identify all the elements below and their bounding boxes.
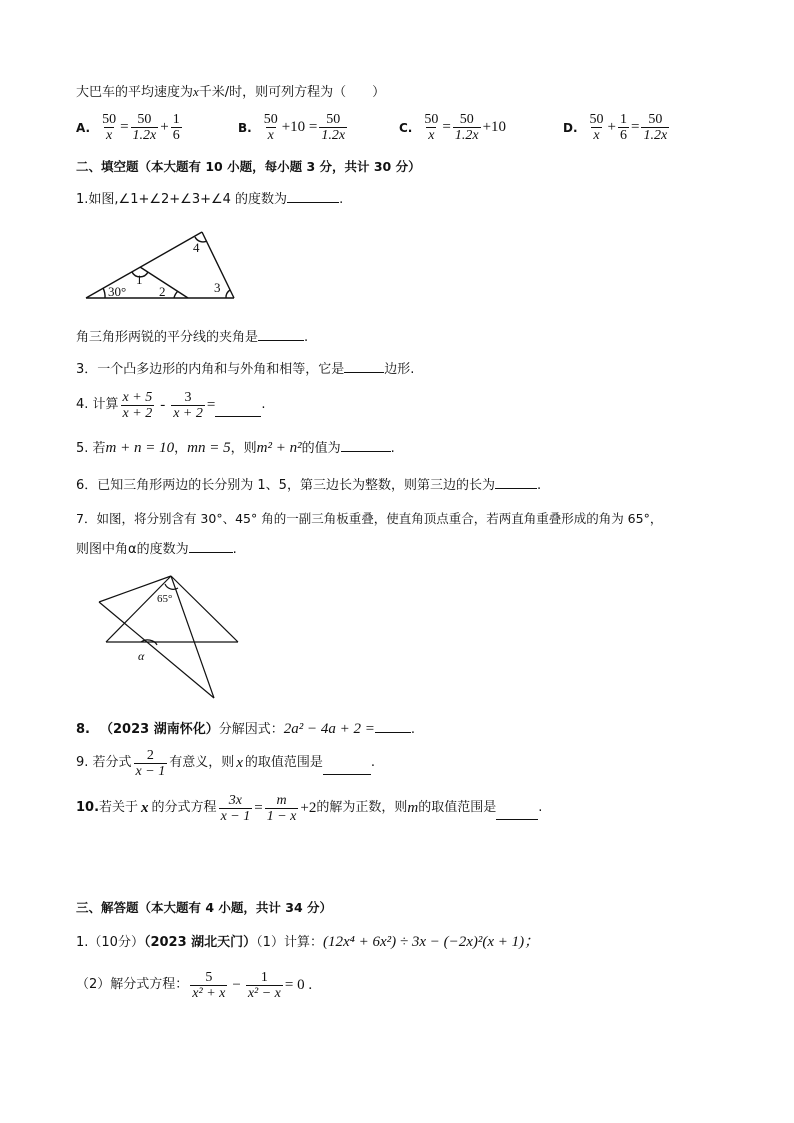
- q10-text: 10. 若关于 x 的分式方程 $\frac{3x}{x - 1}$ = $\frac{m}{1 - x}$ +2 的解为正数，则 m 的取值范围是 .: [76, 792, 543, 824]
- q3-text: 3．一个凸多边形的内角和与外角和相等，它是 边形.: [76, 362, 415, 377]
- q7-line1: 7．如图，将分别含有 30°、45° 角的一副三角板重叠，使直角顶点重合，若两直角重叠形成的角为 65°，: [76, 511, 663, 526]
- q9-text: 9. 若分式 $\frac{2}{x - 1}$ 有意义，则 x 的取值范围是 .: [76, 747, 376, 779]
- q1-text: 1.如图,∠1+∠2+∠3+∠4 的度数为 .: [76, 192, 344, 207]
- section-2-title: 二、填空题（本大题有 10 小题，每小题 3 分，共计 30 分）: [76, 159, 421, 174]
- q8-text: 8. （2023 湖南怀化）分解因式：2a² − 4a + 2 = .: [76, 721, 415, 737]
- option-c[interactable]: C. $\frac{50}{x}$ = $\frac{50}{1.2x}$ +10: [399, 112, 507, 143]
- q2-text: 角三角形两锐的平分线的夹角是 .: [76, 330, 309, 345]
- fig1-label-4: 4: [193, 240, 200, 255]
- q6-text: 6．已知三角形两边的长分别为 1、5，第三边长为整数，则第三边的长为 .: [76, 478, 542, 493]
- figure-triangle-rulers: [94, 570, 244, 702]
- q-bus-text: 大巴车的平均速度为x千米/时，则可列方程为（ ）: [76, 84, 386, 100]
- option-b[interactable]: B. $\frac{50}{x}$ +10 = $\frac{50}{1.2x}$: [238, 112, 346, 143]
- fig1-label-2: 2: [159, 284, 166, 299]
- section-3-title: 三、解答题（本大题有 4 小题，共计 34 分）: [76, 900, 333, 915]
- fig1-label-3: 3: [214, 280, 221, 295]
- fig1-label-30: 30°: [108, 284, 127, 299]
- fig2-label-alpha: α: [138, 649, 145, 663]
- q5-text: 5. 若m + n = 10，mn = 5，则m² + n²的值为 .: [76, 440, 395, 456]
- figure-triangle-angles: [80, 222, 240, 304]
- s1-part1: 1.（10分）（2023 湖北天门）（1）计算：(12x⁴ + 6x²) ÷ 3x − (−2x)²(x + 1)；: [76, 934, 540, 950]
- option-a[interactable]: A. $\frac{50}{x}$ = $\frac{50}{1.2x}$ + $\frac{1}{6}$: [76, 112, 180, 143]
- q4-text: 4. 计算 $\frac{x + 5}{x + 2}$ - $\frac{3}{x + 2}$ = .: [76, 389, 266, 421]
- q7-line2: 则图中角α的度数为 .: [76, 542, 237, 557]
- s1-part2: （2）解分式方程： $\frac{5}{\text{x² + x}}$ − $\frac{1}{\text{x² − x}}$ = 0 .: [76, 969, 313, 1001]
- option-d[interactable]: D. $\frac{50}{x}$ + $\frac{1}{6}$ = $\frac{50}{1.2x}$: [563, 112, 668, 143]
- fig1-label-1: 1: [136, 272, 143, 287]
- fig2-label-65: 65°: [157, 593, 173, 605]
